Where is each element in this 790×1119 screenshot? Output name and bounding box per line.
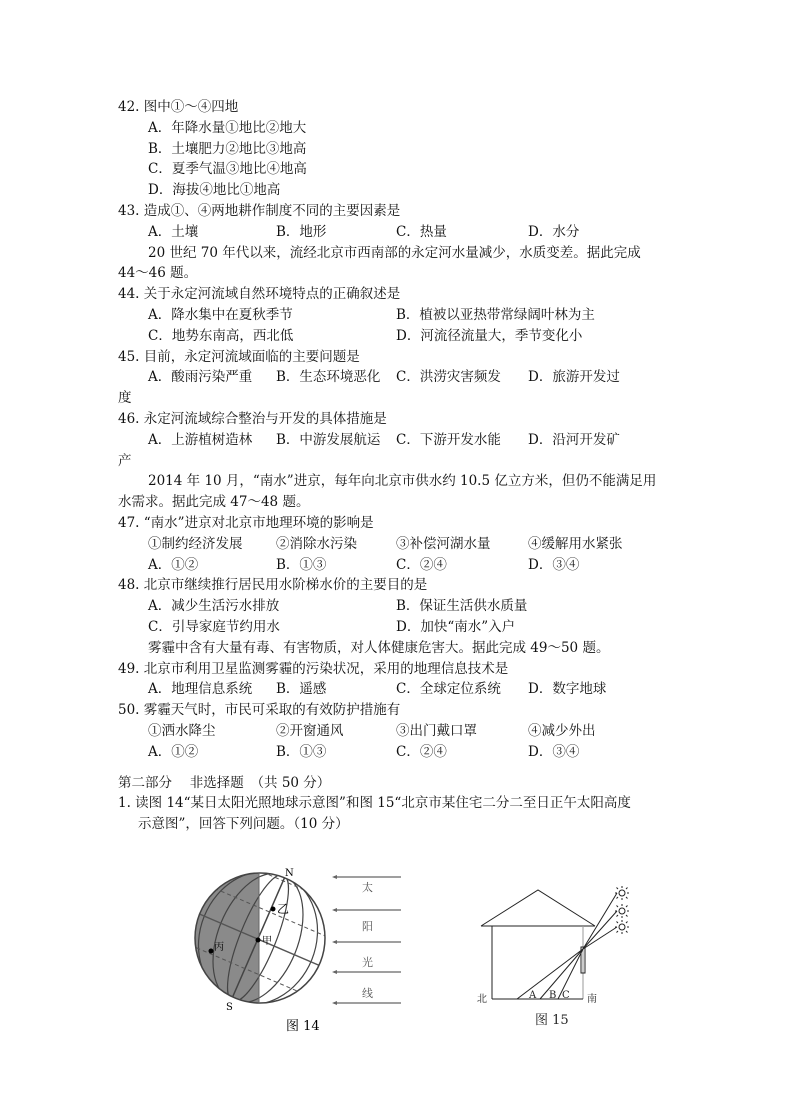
- option-text: B．地形: [276, 223, 327, 240]
- option-text: D．海拔④地比①地高: [148, 182, 281, 199]
- sun-icon: [615, 920, 629, 934]
- question-text: 45. 目前，永定河流域面临的主要问题是: [118, 348, 360, 365]
- question-text: 49. 北京市利用卫星监测雾霾的污染状况，采用的地理信息技术是: [118, 660, 509, 677]
- option-text: D．水分: [528, 223, 580, 240]
- option-text: C．全球定位系统: [396, 681, 501, 698]
- option-text: 2014 年 10 月，“南水”进京，每年向北京市供水约 10.5 亿立方米，但仍不能满足用: [148, 473, 657, 490]
- sun-icon: [615, 886, 629, 900]
- figure-15-caption: 图 15: [535, 1013, 569, 1028]
- figure-14: [179, 853, 401, 1034]
- option-text: A．酸雨污染严重: [148, 369, 253, 386]
- question-text: 44～46 题。: [118, 265, 198, 282]
- option-text: D．河流径流量大，季节变化小: [396, 327, 583, 344]
- label-yi: 乙: [277, 902, 290, 916]
- option-text: B．中游发展航运: [276, 431, 381, 448]
- question-text: 44. 关于永定河流域自然环境特点的正确叙述是: [118, 286, 401, 303]
- option-text: B．①③: [276, 743, 327, 760]
- sun-icon: [615, 904, 629, 918]
- sunlight-arrows: [334, 877, 401, 1003]
- option-text: D．旅游开发过: [528, 369, 620, 386]
- label-bing: 丙: [214, 942, 224, 953]
- option-text: 雾霾中含有大量有毒、有害物质，对人体健康危害大。据此完成 49～50 题。: [148, 639, 610, 656]
- option-text: A．降水集中在夏秋季节: [148, 306, 293, 323]
- label-s: S: [226, 1002, 233, 1013]
- option-text: 示意图”，回答下列问题。（10 分）: [138, 816, 349, 833]
- option-text: ②开窗通风: [276, 722, 344, 739]
- label-jia: 甲: [262, 936, 272, 947]
- option-text: ①制约经济发展: [148, 535, 243, 552]
- option-text: ②消除水污染: [276, 535, 357, 552]
- question-text: 产: [118, 452, 132, 469]
- angle-a: A: [529, 990, 537, 1001]
- angle-c: C: [562, 990, 570, 1001]
- label-n: N: [285, 868, 294, 879]
- sunlight-char: 太: [362, 881, 373, 894]
- question-text: 水需求。据此完成 47～48 题。: [118, 494, 310, 511]
- option-text: D．沿河开发矿: [528, 431, 620, 448]
- option-text: A．减少生活污水排放: [148, 598, 280, 615]
- option-text: B．①③: [276, 556, 327, 573]
- option-text: B．土壤肥力②地比③地高: [148, 140, 307, 157]
- option-text: B．遥感: [276, 681, 327, 698]
- sunlight-char: 阳: [362, 920, 373, 933]
- option-text: C．下游开发水能: [396, 431, 501, 448]
- option-text: C．地势东南高，西北低: [148, 327, 294, 344]
- option-text: D．加快“南水”入户: [396, 618, 516, 635]
- label-south: 南: [587, 994, 597, 1005]
- option-text: C．热量: [396, 223, 447, 240]
- option-text: ④缓解用水紧张: [528, 535, 623, 552]
- option-text: C．洪涝灾害频发: [396, 369, 501, 386]
- option-text: A．①②: [148, 556, 199, 573]
- option-text: D．③④: [528, 556, 580, 573]
- option-text: A．①②: [148, 743, 199, 760]
- option-text: C．②④: [396, 743, 447, 760]
- option-text: A．上游植树造林: [148, 431, 253, 448]
- option-text: 20 世纪 70 年代以来，流经北京市西南部的永定河水量减少，水质变差。据此完成: [148, 244, 641, 261]
- option-text: A．土壤: [148, 223, 199, 240]
- option-text: D．数字地球: [528, 681, 607, 698]
- question-text: 48. 北京市继续推行居民用水阶梯水价的主要目的是: [118, 577, 428, 594]
- sunlight-char: 线: [362, 987, 373, 1000]
- question-text: 43. 造成①、④两地耕作制度不同的主要因素是: [118, 202, 401, 219]
- option-text: D．③④: [528, 743, 580, 760]
- option-text: C．夏季气温③地比④地高: [148, 161, 307, 178]
- option-text: ③补偿河湖水量: [396, 535, 491, 552]
- sunlight-char: 光: [362, 956, 373, 969]
- option-text: B．生态环境恶化: [276, 369, 381, 386]
- option-text: A．地理信息系统: [148, 681, 253, 698]
- option-text: ③出门戴口罩: [396, 722, 477, 739]
- option-text: A．年降水量①地比②地大: [148, 119, 307, 136]
- option-text: B．保证生活供水质量: [396, 598, 528, 615]
- question-text: 1. 读图 14“某日太阳光照地球示意图”和图 15“北京市某住宅二分二至日正午太阳高度: [118, 795, 631, 812]
- roof: [481, 890, 595, 926]
- figure-14-caption: 图 14: [286, 1019, 320, 1034]
- question-text: 47. “南水”进京对北京市地理环境的影响是: [118, 514, 374, 531]
- question-text: 第二部分 非选择题 （共 50 分）: [118, 774, 331, 791]
- question-text: 50. 雾霾天气时，市民可采取的有效防护措施有: [118, 702, 401, 719]
- label-north: 北: [477, 994, 487, 1005]
- figure-15: [477, 886, 629, 1028]
- option-text: ④减少外出: [528, 722, 596, 739]
- option-text: B．植被以亚热带常绿阔叶林为主: [396, 306, 595, 323]
- option-text: ①洒水降尘: [148, 722, 216, 739]
- question-text: 46. 永定河流域综合整治与开发的具体措施是: [118, 410, 387, 427]
- question-text: 度: [118, 390, 132, 407]
- option-text: C．引导家庭节约用水: [148, 618, 280, 635]
- question-text: 42. 图中①～④四地: [118, 99, 239, 115]
- angle-b: B: [549, 990, 557, 1001]
- option-text: C．②④: [396, 556, 447, 573]
